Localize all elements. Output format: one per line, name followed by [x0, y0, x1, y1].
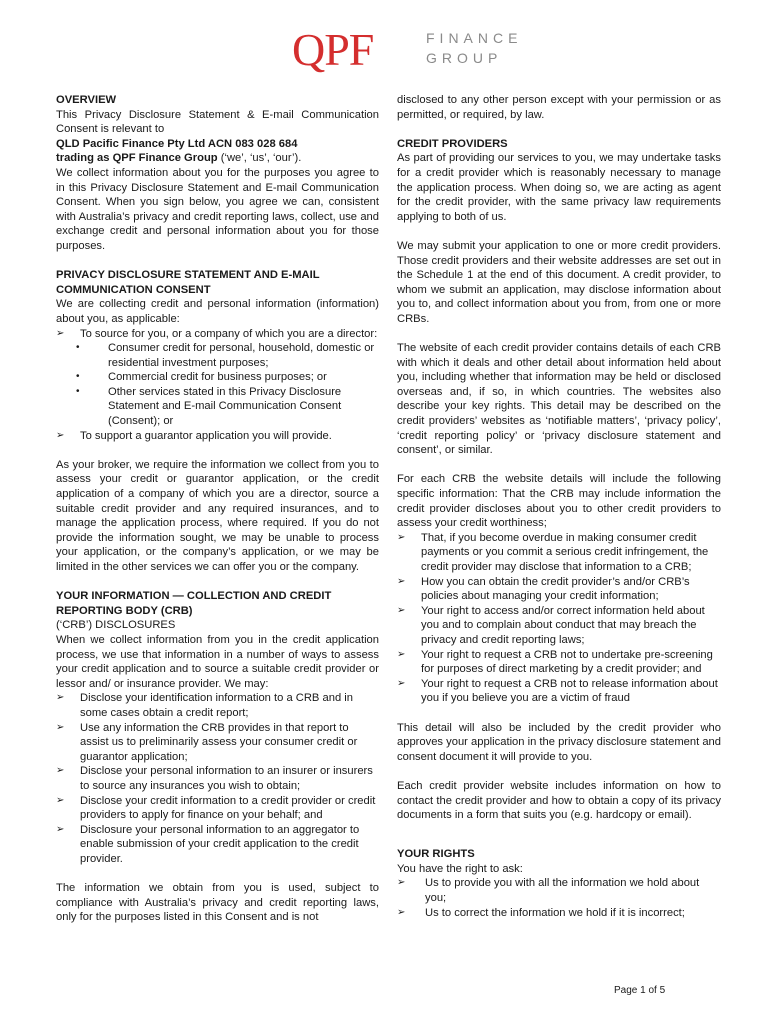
- credit-providers-paragraph-1: As part of providing our services to you, we may undertake tasks for a credit provider which is reasonably necessary to manage the application process. When doing so, we are acting as agent for the credit provider, with the same privacy law requirements applying to both of us.: [397, 152, 721, 223]
- crb-details-list: [397, 531, 721, 706]
- website-info-paragraph: Each credit provider website includes information on how to contact the credit provider and how to obtain a copy of its privacy documents in a form that suits you (e.g. hardcopy or email).: [397, 779, 721, 822]
- page-number: Page 1 of 5: [614, 985, 666, 996]
- approval-detail-paragraph: This detail will also be included by the credit provider who approves your application in the privacy disclosure statement and consent document it will provide to you.: [397, 721, 721, 763]
- list-item: • Commercial credit for business purposes; or: [56, 370, 379, 385]
- information-use-paragraph: The information we obtain from you is used, subject to compliance with Australia’s privacy and credit reporting laws, only for the purposes listed in this Consent and is not: [56, 882, 379, 924]
- list-item: ➢ To support a guarantor application you will provide.: [56, 429, 379, 444]
- credit-providers-paragraph-3: The website of each credit provider contains details of each CRB with which it deals and other detail about information held about you, including whether that information may be held or disclosed overseas and, if so, in which countries. The websites also describe your key rights. This detail may be described on the credit providers’ websites as ‘notifiable matters’, ‘privacy policy’, ‘credit reporting policy’ or ‘privacy disclosure statement and consent’, or similar.: [397, 342, 721, 457]
- list-item-text: To source for you, or a company of which you are a director:: [80, 327, 378, 340]
- list-item: [56, 327, 379, 429]
- logo-text-group: GROUP: [426, 50, 503, 66]
- company-name-line: QLD Pacific Finance Pty Ltd ACN 083 028 684: [56, 137, 298, 150]
- list-item: ➢ Your right to request a CRB not to undertake pre-screening for purposes of direct marketing by a credit provider; and: [397, 648, 721, 677]
- crb-disclosures-label: (‘CRB’) DISCLOSURES: [56, 619, 176, 632]
- company-trading-suffix: (‘we’, ‘us’, ‘our’).: [217, 152, 302, 165]
- overview-heading: OVERVIEW: [56, 94, 117, 106]
- list-item: ➢ Your right to access and/or correct information held about you and to complain about conduct that may breach the privacy and credit reporting laws;: [397, 604, 721, 648]
- your-rights-intro: You have the right to ask:: [397, 862, 523, 875]
- list-item: ➢ That, if you become overdue in making consumer credit payments or you commit a serious credit infringement, the credit provider may disclose that information to a CRB;: [397, 531, 721, 575]
- list-item: • Other services stated in this Privacy Disclosure Statement and E-mail Communication Consent (Consent); or: [56, 385, 379, 429]
- privacy-heading-line-1: PRIVACY DISCLOSURE STATEMENT AND E-MAIL: [56, 269, 320, 282]
- list-item: ➢ Disclose your personal information to an insurer or insurers to source any insurances you wish to obtain;: [56, 764, 379, 793]
- list-item: ➢ Disclose your credit information to a credit provider or credit providers to apply for finance on your behalf; and: [56, 794, 379, 823]
- company-trading-line: [56, 151, 379, 166]
- list-item: ➢ Disclosure your personal information to an aggregator to enable submission of your credit application to the credit provider.: [56, 823, 379, 867]
- right-column: [397, 93, 721, 920]
- broker-paragraph: As your broker, we require the information we collect from you to assess your credit or guarantor application, or the credit application of a company of which you are a director, source a suitable credit provider and any required insurances, and to manage the application process, where required. If you do not provide the information sought, we may be unable to process your application, or the company’s application, or we may be limited in the other services we can offer you or the company.: [56, 458, 379, 573]
- logo-mark: QPF: [292, 24, 374, 75]
- company-trading-name: trading as QPF Finance Group: [56, 152, 218, 165]
- logo-text-finance: FINANCE: [426, 30, 523, 46]
- list-item: • Consumer credit for personal, household, domestic or residential investment purposes;: [56, 341, 379, 370]
- credit-providers-heading: CREDIT PROVIDERS: [397, 137, 508, 150]
- list-item: ➢ Your right to request a CRB not to release information about you if you believe you are a victim of fraud: [397, 677, 721, 706]
- your-rights-list: [397, 876, 721, 920]
- continued-paragraph: disclosed to any other person except with your permission or as permitted, or required, by law.: [397, 94, 721, 121]
- we-may-list: [56, 691, 379, 866]
- collection-purpose-list: [56, 327, 379, 444]
- overview-paragraph-2: We collect information about you for the purposes you agree to in this Privacy Disclosure Statement and E-mail Communication Consent. When you sign below, you agree we can, consistent with Australia’s privacy and credit reporting laws, collect, use and exchange credit and personal information about you for those purposes.: [56, 166, 379, 252]
- list-item: ➢ How you can obtain the credit provider’s and/or CRB’s policies about managing your credit information;: [397, 575, 721, 604]
- list-item: ➢ Disclose your identification information to a CRB and in some cases obtain a credit report;: [56, 691, 379, 720]
- privacy-paragraph: We are collecting credit and personal information (information) about you, as applicable:: [56, 298, 379, 325]
- credit-providers-paragraph-2: We may submit your application to one or more credit providers. Those credit providers and their website addresses are set out in the Schedule 1 at the end of this document. A credit provider, to whom we submit an application, may disclose information about you to, and collect information about you from, from one or more CRBs.: [397, 239, 721, 325]
- list-item: ➢ Use any information the CRB provides in that report to assist us to preliminarily assess your consumer credit or guarantor application;: [56, 721, 379, 765]
- list-item: ➢ Us to correct the information we hold if it is incorrect;: [397, 906, 721, 921]
- your-info-heading-line-1: YOUR INFORMATION — COLLECTION AND CREDIT: [56, 590, 332, 603]
- sub-list: [56, 341, 379, 429]
- your-info-paragraph: When we collect information from you in the credit application process, we use that information in a number of ways to assess your credit application and to source a suitable credit provider or lessor and/ or insurance provider. We may:: [56, 633, 379, 690]
- your-rights-heading: YOUR RIGHTS: [397, 848, 475, 861]
- crb-website-paragraph: For each CRB the website details will include the following specific information: That the CRB may include information the credit provider discloses about you to other credit providers to assess your credit worthiness;: [397, 473, 721, 530]
- your-info-heading-line-2: REPORTING BODY (CRB): [56, 604, 193, 617]
- list-item: ➢ Us to provide you with all the information we hold about you;: [397, 876, 721, 905]
- overview-paragraph-1: This Privacy Disclosure Statement & E-mail Communication Consent is relevant to: [56, 108, 379, 136]
- privacy-heading-line-2: COMMUNICATION CONSENT: [56, 283, 211, 296]
- left-column: [56, 93, 379, 925]
